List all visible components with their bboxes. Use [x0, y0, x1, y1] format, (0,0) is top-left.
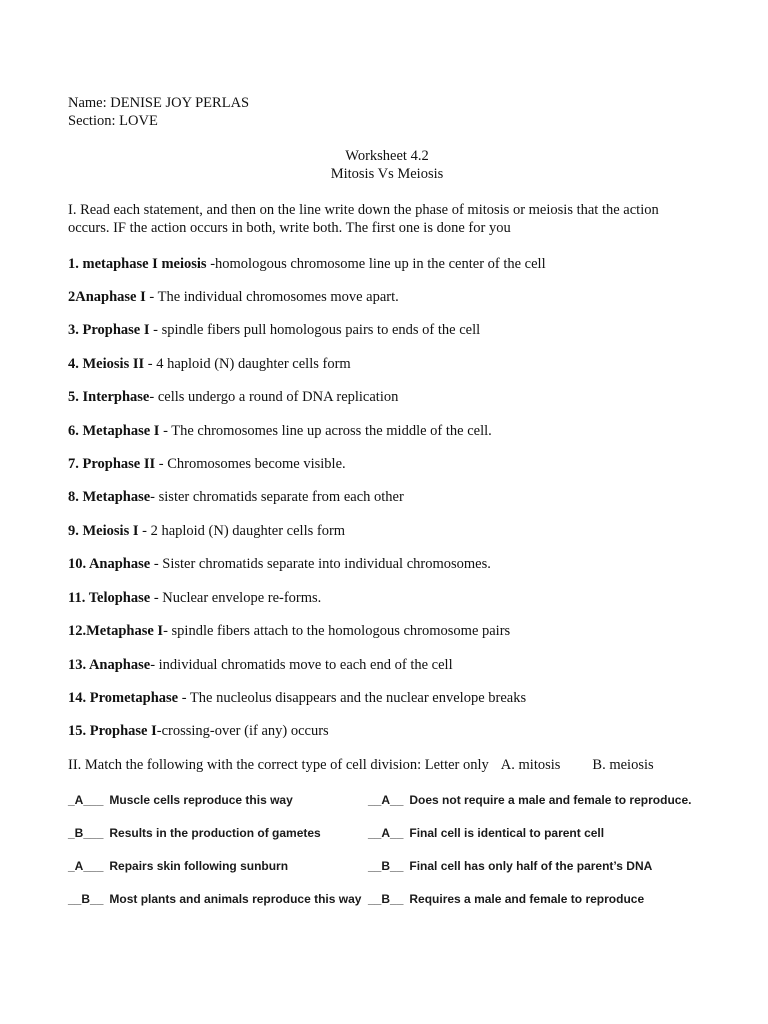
match-item-right-4 — [368, 891, 644, 907]
instructions-line-1: I. Read each statement, and then on the line write down the phase of mitosis or meiosis that the action — [68, 202, 659, 218]
option-b-label: B. meiosis — [592, 757, 654, 773]
item-text: - cells undergo a round of DNA replication — [149, 389, 399, 405]
match-text: Most plants and animals reproduce this way — [109, 892, 362, 906]
item-text: - The chromosomes line up across the middle of the cell. — [159, 423, 492, 439]
item-text: - spindle fibers attach to the homologous chromosome pairs — [163, 623, 511, 639]
question-item-12 — [68, 622, 510, 640]
item-answer: 11. Telophase — [68, 590, 151, 606]
match-answer: _A___ — [68, 859, 104, 873]
match-answer: __A__ — [368, 793, 404, 807]
item-answer: 6. Metaphase I — [68, 423, 160, 439]
question-item-4 — [68, 355, 351, 373]
item-answer: 13. Anaphase — [68, 657, 151, 673]
item-answer: 8. Metaphase — [68, 489, 151, 505]
item-answer: 1. metaphase I meiosis — [68, 256, 207, 272]
question-item-15 — [68, 722, 329, 740]
question-item-7 — [68, 455, 346, 473]
student-name: Name: DENISE JOY PERLAS — [68, 95, 250, 111]
match-item-right-1 — [368, 792, 691, 808]
item-text: - Nuclear envelope re-forms. — [150, 590, 322, 606]
match-answer: __B__ — [68, 892, 104, 906]
item-answer: 2Anaphase I — [68, 289, 146, 305]
item-text: - Chromosomes become visible. — [155, 456, 346, 472]
item-text: - 4 haploid (N) daughter cells form — [144, 356, 351, 372]
part2-title-text: II. Match the following with the correct type of cell division: Letter only — [68, 757, 489, 773]
match-text: Requires a male and female to reproduce — [409, 892, 645, 906]
item-text: - individual chromatids move to each end of the cell — [150, 657, 453, 673]
match-item-left-1 — [68, 792, 293, 808]
item-text: - sister chromatids separate from each other — [150, 489, 404, 505]
item-answer: 3. Prophase I — [68, 322, 150, 338]
match-item-right-3 — [368, 858, 652, 874]
match-item-right-2 — [368, 825, 604, 841]
question-item-3 — [68, 321, 480, 339]
item-answer: 4. Meiosis II — [68, 356, 145, 372]
item-text: -crossing-over (if any) occurs — [156, 723, 329, 739]
match-item-left-4 — [68, 891, 361, 907]
question-item-5 — [68, 388, 398, 406]
option-a-label: A. mitosis — [500, 757, 561, 773]
instructions-line-2: occurs. IF the action occurs in both, write both. The first one is done for you — [68, 220, 511, 236]
item-text: - spindle fibers pull homologous pairs to ends of the cell — [149, 322, 481, 338]
item-answer: 7. Prophase II — [68, 456, 156, 472]
question-item-14 — [68, 689, 526, 707]
question-item-13 — [68, 656, 453, 674]
student-section: Section: LOVE — [68, 113, 158, 129]
question-item-10 — [68, 555, 491, 573]
question-item-11 — [68, 589, 321, 607]
match-text: Muscle cells reproduce this way — [109, 793, 293, 807]
item-text: - Sister chromatids separate into individual chromosomes. — [150, 556, 491, 572]
worksheet-title: Worksheet 4.2 — [345, 148, 429, 164]
match-text: Results in the production of gametes — [109, 826, 321, 840]
part1-instructions — [68, 201, 708, 237]
item-answer: 15. Prophase I — [68, 723, 157, 739]
question-item-1 — [68, 255, 546, 273]
worksheet-subtitle: Mitosis Vs Meiosis — [330, 166, 444, 182]
match-item-left-3 — [68, 858, 288, 874]
question-item-8 — [68, 488, 404, 506]
item-answer: 10. Anaphase — [68, 556, 151, 572]
match-item-left-2 — [68, 825, 321, 841]
match-text: Does not require a male and female to reproduce. — [409, 793, 692, 807]
match-answer: _A___ — [68, 793, 104, 807]
item-answer: 9. Meiosis I — [68, 523, 139, 539]
match-answer: __A__ — [368, 826, 404, 840]
match-text: Final cell has only half of the parent’s DNA — [409, 859, 653, 873]
question-item-2 — [68, 288, 399, 306]
match-answer: _B___ — [68, 826, 104, 840]
item-text: -homologous chromosome line up in the center of the cell — [206, 256, 546, 272]
part2-instructions — [68, 756, 654, 774]
match-answer: __B__ — [368, 892, 404, 906]
item-text: - 2 haploid (N) daughter cells form — [138, 523, 346, 539]
item-text: - The nucleolus disappears and the nuclear envelope breaks — [178, 690, 527, 706]
question-item-9 — [68, 522, 345, 540]
question-item-6 — [68, 422, 492, 440]
item-answer: 5. Interphase — [68, 389, 150, 405]
item-answer: 12.Metaphase I — [68, 623, 164, 639]
match-answer: __B__ — [368, 859, 404, 873]
item-answer: 14. Prometaphase — [68, 690, 179, 706]
match-text: Repairs skin following sunburn — [109, 859, 289, 873]
item-text: - The individual chromosomes move apart. — [145, 289, 399, 305]
match-text: Final cell is identical to parent cell — [409, 826, 605, 840]
